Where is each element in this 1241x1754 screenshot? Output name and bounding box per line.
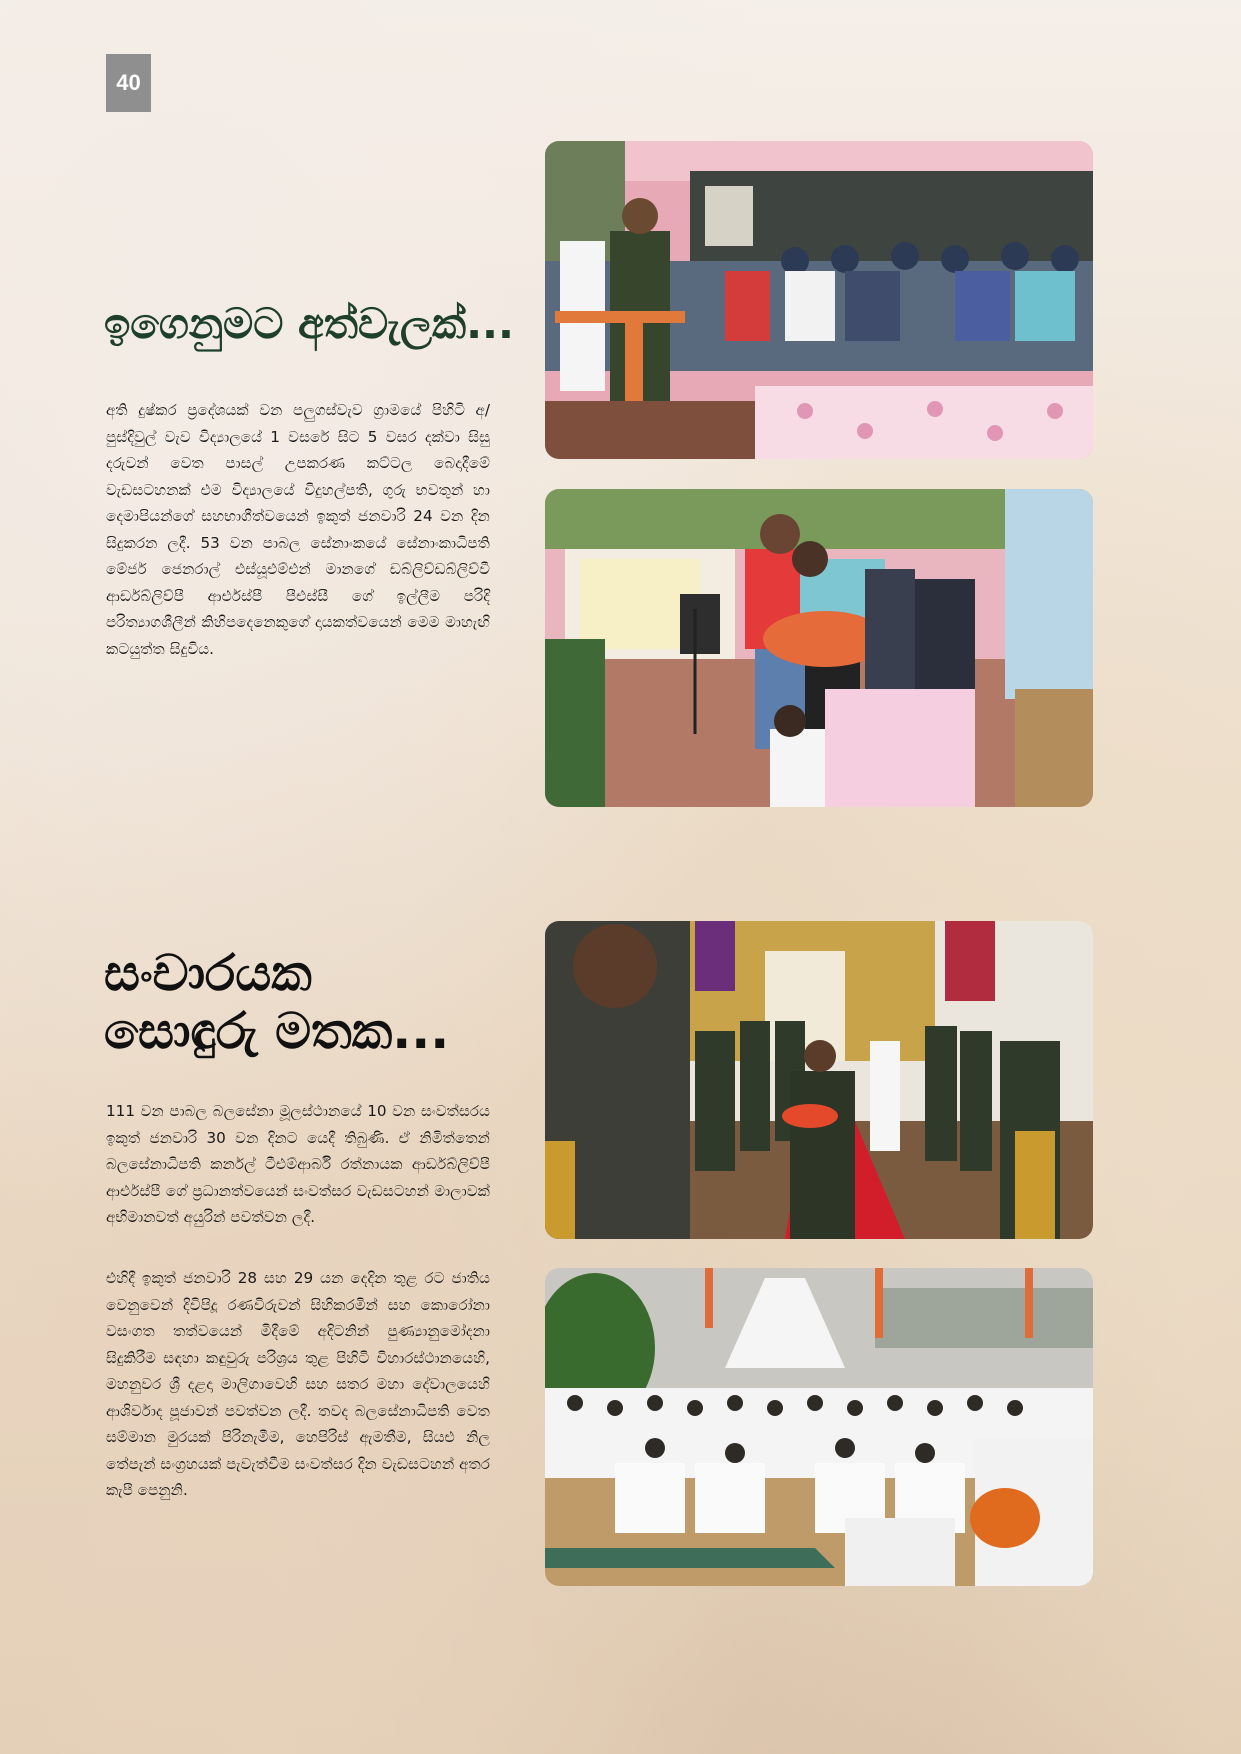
- photo-school-ceremony: [545, 141, 1093, 459]
- page-number: 40: [106, 54, 151, 112]
- article-1-body: අති දුෂ්කර ප්‍රදේශයක් වන පලුගස්වැව ග්‍රාමයේ පිහිටි අ/පුස්දිවුල් වැව විද්‍යාලයේ 1 වසරේ සිට 5 වසර දක්වා සිසු දරුවන් වෙත පාසල් උපකරණ කට්ටල බෙදාදීමේ වැඩසටහනක් එම විද්‍යාලයේ විදුහල්පති, ගුරු භවතුන් හා දෙමාපියන්ගේ සහභාගීත්වයෙන් ඉකුත් ජනවාරි 24 වන දින සිදුකරන ලදී. 53 වන පාබල සේනාංකයේ සේනාංකාධිපති මේජර් ජෙනරාල් එස්යූඑම්එන් මානගේ ඩබ්ලිව්ඩබ්ලිව්වී ආර්ඩබ්ලිව්පී ආර්එස්පී පීඑස්සී ගේ ඉල්ලීම පරිදි පරිත්‍යාගශීලීන් කිහිපදෙනෙකුගේ දායකත්වයෙන් මෙම මාහැඟි කටයුත්ත සිදුවිය.: [106, 401, 490, 658]
- photo-religious-ceremony: [545, 1268, 1093, 1586]
- photo-gift-handover: [545, 489, 1093, 807]
- article-2-title: [104, 945, 524, 1060]
- article-1-title: ඉගෙනුමට අත්වැලක්...: [104, 299, 514, 348]
- article-2-paragraph-1: 111 වන පාබල බලසේනා මූලස්ථානයේ 10 වන සංවත්සරය ඉකුත් ජනවාරි 30 වන දිනට යෙදී තිබුණි. ඒ නිමිත්තෙන් බලසේනාධිපති කර්නල් ටීඑම්ආර්බී රත්නායක ආර්ඩබ්ලිව්පී ආර්එස්පී ගේ ප්‍රධානත්වයෙන් සංවත්සර වැඩසටහන් මාලාවක් අභිමානවත් අයුරින් පවත්වන ලදී.: [106, 1102, 490, 1226]
- article-2-title-line-1: සංචාරයක: [104, 944, 312, 1002]
- article-2-title-line-2: සොඳුරු මතක...: [104, 1001, 450, 1060]
- article-2-paragraph-2: එහිදී ඉකුත් ජනවාරි 28 සහ 29 යන දෙදින තුළ රට ජාතිය වෙනුවෙන් දිවිපිදූ රණවිරුවන් සිහිකරමින් සහ කොරෝනා වසංගත තත්වයෙන් මිදීමේ අදිටනින් පුණ්‍යානුමෝදනා සිදුකිරීම සඳහා කඳුවුරු පරිශ්‍රය තුළ පිහිටි විහාරස්ථානයෙහි, මහනුවර ශ්‍රී දළදා මාලිගාවෙහි සහ සතර මහා දේවාලයෙහි ආශිර්වාද පූජාවන් පවත්වන ලදී. තවද බලසේනාධිපති වෙත සම්මාන මුරයක් පිරිනැමීම, හෙපිරිස් ඇමතීම, සියළු නිල තේපැන් සංග්‍රහයක් පැවැත්වීම සංවත්සර දින වැඩසටහන් අතර කැපී පෙනුනි.: [106, 1269, 490, 1499]
- photo-military-procession: [545, 921, 1093, 1239]
